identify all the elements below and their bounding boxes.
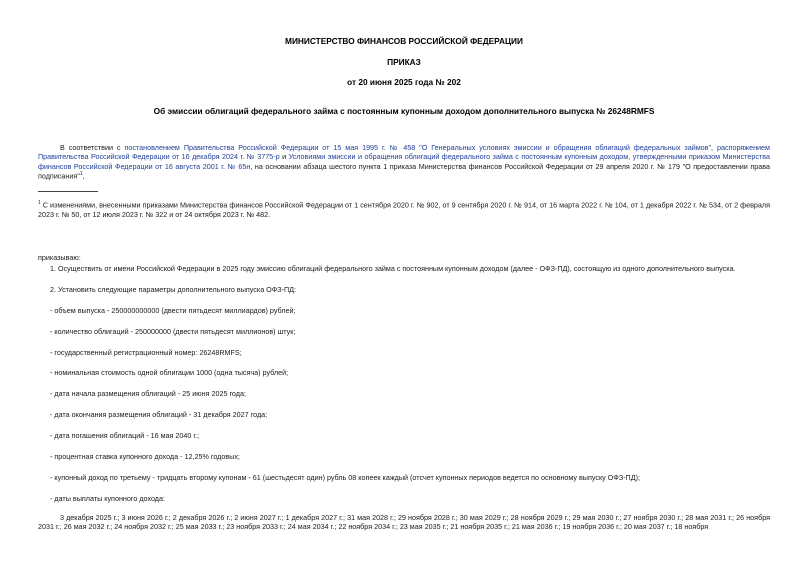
footnote-text: [38, 200, 770, 219]
preamble-text-2: ,: [711, 143, 717, 152]
param-coupon-rate: - процентная ставка купонного дохода - 12,25% годовых;: [50, 452, 240, 461]
param-end-date: - дата окончания размещения облигаций - 31 декабря 2027 года;: [50, 410, 268, 419]
param-payment-dates-label: - даты выплаты купонного дохода:: [50, 494, 165, 503]
param-start-date: - дата начала размещения облигаций - 25 июня 2025 года;: [50, 389, 246, 398]
document-title: Об эмиссии облигаций федерального займа с постоянным купонным доходом дополнительного выпуска № 26248RMFS: [153, 106, 655, 116]
link-rasporyazhenie-3775r[interactable]: распоряжением Правительства Российской Федерации от 16 декабря 2024 г. № 3775-р: [38, 143, 770, 162]
preamble-text-3: и: [279, 152, 289, 162]
preamble-text-1: В соответствии с: [60, 143, 125, 152]
document-date-number: от 20 июня 2025 года № 202: [347, 77, 461, 87]
link-usloviya-65n[interactable]: Условиями эмиссии и обращения облигаций федерального займа с постоянным купонным доходом, утвержденными приказом Министерства финансов Российской Федерации от 16 августа 2001 г. № 65н: [38, 152, 770, 171]
prikazyvayu-line: приказываю:: [38, 253, 81, 262]
param-reg-number: - государственный регистрационный номер: 26248RMFS;: [50, 348, 242, 357]
param-nominal: - номинальная стоимость одной облигации 1000 (одна тысяча) рублей;: [50, 368, 289, 377]
ministry-heading: МИНИСТЕРСТВО ФИНАНСОВ РОССИЙСКОЙ ФЕДЕРАЦИИ: [285, 36, 523, 46]
footnote-reference[interactable]: 1: [79, 171, 83, 178]
link-postanovlenie-458[interactable]: постановлением Правительства Российской Федерации от 15 мая 1995 г. № 458 "О Генеральных условиях эмиссии и обращения облигаций федеральных займов": [124, 143, 712, 152]
param-quantity: - количество облигаций - 250000000 (двести пятьдесят миллионов) штук;: [50, 327, 296, 336]
param-coupon-income: - купонный доход по третьему - тридцать второму купонам - 61 (шестьдесят один) рубль 08 копеек каждый (отсчет купонных периодов ведется по основному выпуску ОФЗ-ПД);: [50, 473, 640, 482]
order-item-1: 1. Осуществить от имени Российской Федерации в 2025 году эмиссию облигаций федерального займа с постоянным купонным доходом (далее - ОФЗ-ПД), состоящую из одного дополнительного выпуска.: [50, 264, 736, 273]
preamble-text-5: ,: [82, 171, 85, 181]
payment-dates-list: 3 декабря 2025 г.; 3 июня 2026 г.; 2 декабря 2026 г.; 2 июня 2027 г.; 1 декабря 2027 г.; 31 мая 2028 г.; 29 ноября 2028 г.; 30 мая 2029 г.; 28 ноября 2029 г.; 29 мая 2030 г.; 27 ноября 2030 г.; 28 мая 2031 г.; 26 ноября 2031 г.; 26 мая 2032 г.; 24 ноября 2032 г.; 25 мая 2033 г.; 23 ноября 2033 г.; 24 мая 2034 г.; 22 ноября 2034 г.; 23 мая 2035 г.; 21 ноября 2035 г.; 21 мая 2036 г.; 19 ноября 2036 г.; 20 мая 2037 г.; 18 ноября: [38, 513, 770, 532]
footnote-mark: 1: [38, 200, 41, 206]
order-item-2: 2. Установить следующие параметры дополнительного выпуска ОФЗ-ПД:: [50, 285, 297, 294]
document-type: ПРИКАЗ: [387, 57, 421, 67]
footnote-separator: [38, 191, 98, 192]
footnote-body: С изменениями, внесенными приказами Министерства финансов Российской Федерации от 1 сентября 2020 г. № 902, от 9 сентября 2020 г. № 914, от 16 марта 2022 г. № 104, от 1 декабря 2022 г. № 534, от 2 февраля 2023 г. № 50, от 12 июля 2023 г. № 322 и от 24 октября 2023 г. № 482.: [38, 200, 770, 219]
preamble-paragraph: [38, 143, 770, 181]
param-volume: - объем выпуска - 250000000000 (двести пятьдесят миллиардов) рублей;: [50, 306, 296, 315]
param-maturity-date: - дата погашения облигаций - 16 мая 2040 г.;: [50, 431, 200, 440]
preamble-text-4: , на основании абзаца шестого пункта 1 приказа Министерства финансов Российской Федерации от 29 апреля 2020 г. № 179 "О предоставлении права подписания": [38, 161, 770, 181]
